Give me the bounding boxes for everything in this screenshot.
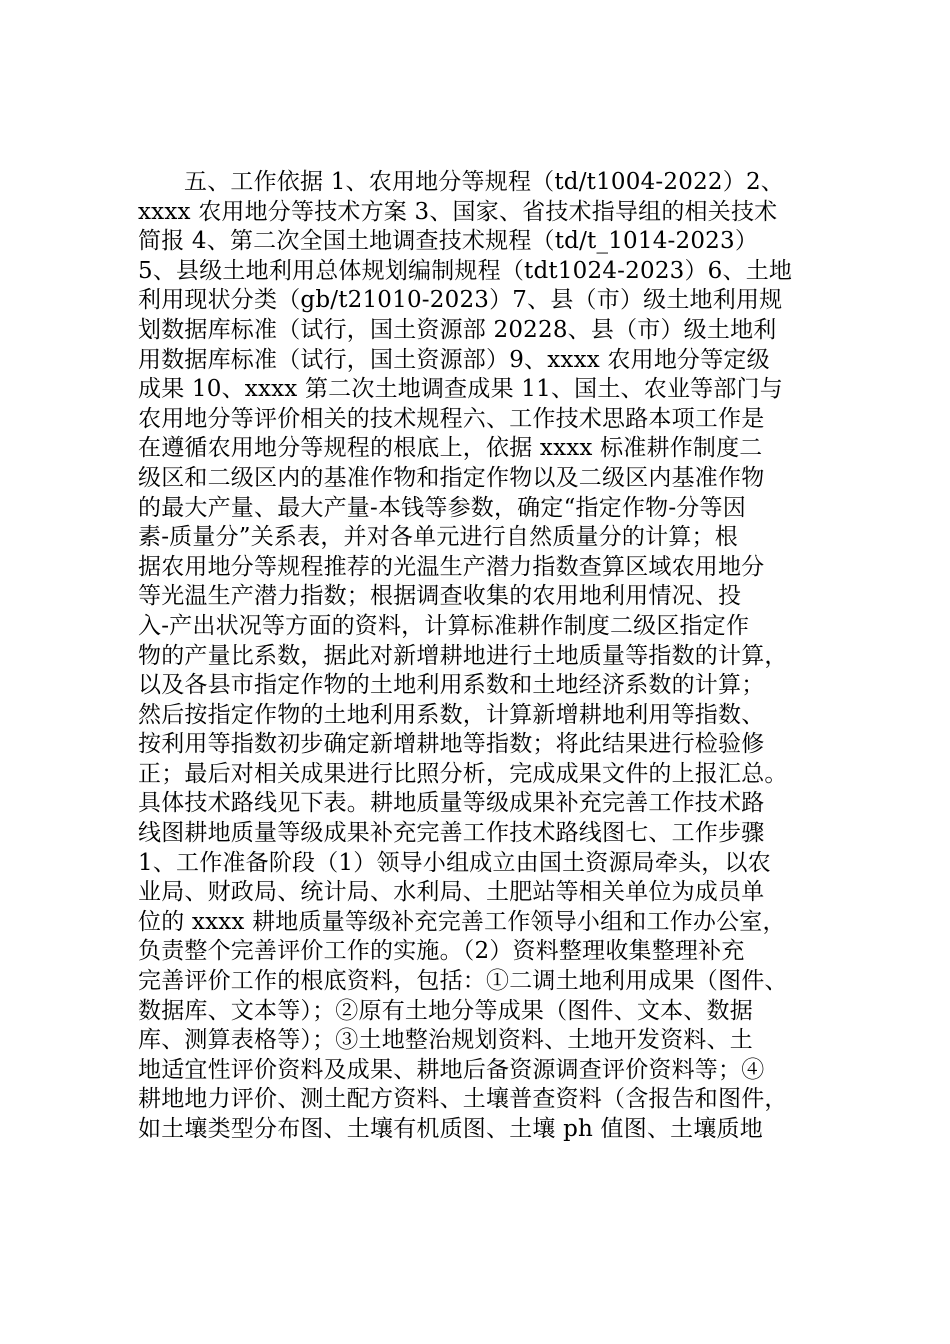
text-line: 数据库、文本等）；②原有土地分等成果（图件、文本、数据: [138, 997, 753, 1024]
text-line: 农用地分等评价相关的技术规程六、工作技术思路本项工作是: [138, 405, 765, 432]
text-line: 地适宜性评价资料及成果、耕地后备资源调查评价资料等；④: [138, 1056, 765, 1083]
text-line: 五、工作依据 1、农用地分等规程（td/t1004-2022）2、: [184, 169, 784, 195]
text-line: 业局、财政局、统计局、水利局、土肥站等相关单位为成员单: [138, 879, 765, 906]
text-line: 如土壤类型分布图、土壤有机质图、土壤 ph 值图、土壤质地: [138, 1116, 763, 1142]
text-line: 简报 4、第二次全国土地调查技术规程（td/t_1014-2023）: [138, 228, 759, 255]
body-text: [138, 168, 838, 1145]
text-line: 用数据库标准（试行，国土资源部）9、xxxx 农用地分等定级: [138, 346, 770, 373]
text-line: 具体技术路线见下表。耕地质量等级成果补充完善工作技术路: [138, 790, 765, 817]
text-line: 划数据库标准（试行，国土资源部 20228、县（市）级土地利: [138, 316, 777, 343]
text-line: 5、县级土地利用总体规划编制规程（tdt1024-2023）6、土地: [138, 257, 793, 284]
text-line: 在遵循农用地分等规程的根底上，依据 xxxx 标准耕作制度二: [138, 435, 763, 462]
text-line: 按利用等指数初步确定新增耕地等指数；将此结果进行检验修: [138, 731, 765, 758]
text-line: 入-产出状况等方面的资料，计算标准耕作制度二级区指定作: [138, 612, 750, 639]
text-line: 利用现状分类（gb/t21010-2023）7、县（市）级土地利用规: [138, 287, 783, 314]
text-line: 素-质量分”关系表，并对各单元进行自然质量分的计算；根: [138, 524, 738, 551]
text-line: 成果 10、xxxx 第二次土地调查成果 11、国土、农业等部门与: [138, 376, 783, 403]
text-line: 完善评价工作的根底资料，包括：①二调土地利用成果（图件、: [138, 968, 788, 995]
text-line: 耕地地力评价、测土配方资料、土壤普查资料（含报告和图件，: [138, 1086, 788, 1113]
text-line: 等光温生产潜力指数；根据调查收集的农用地利用情况、投: [138, 583, 742, 610]
text-line: 库、测算表格等）；③土地整治规划资料、土地开发资料、土: [138, 1027, 753, 1054]
text-line: 位的 xxxx 耕地质量等级补充完善工作领导小组和工作办公室，: [138, 908, 786, 935]
text-line: 的最大产量、最大产量-本钱等参数，确定“指定作物-分等因: [138, 494, 746, 521]
text-line: 负责整个完善评价工作的实施。（2）资料整理收集整理补充: [138, 938, 745, 965]
text-line: 据农用地分等规程推荐的光温生产潜力指数查算区域农用地分: [138, 553, 765, 580]
text-line: 物的产量比系数，据此对新增耕地进行土地质量等指数的计算，: [138, 642, 788, 669]
text-line: 以及各县市指定作物的土地利用系数和土地经济系数的计算；: [138, 672, 765, 699]
text-line: 1、工作准备阶段（1）领导小组成立由国土资源局牵头，以农: [138, 849, 771, 876]
text-line: 然后按指定作物的土地利用系数，计算新增耕地利用等指数、: [138, 701, 765, 728]
text-line: 正；最后对相关成果进行比照分析，完成成果文件的上报汇总。: [138, 760, 788, 787]
text-line: 线图耕地质量等级成果补充完善工作技术路线图七、工作步骤: [138, 820, 765, 847]
text-line: 级区和二级区内的基准作物和指定作物以及二级区内基准作物: [138, 464, 765, 491]
text-line: xxxx 农用地分等技术方案 3、国家、省技术指导组的相关技术: [138, 198, 778, 225]
